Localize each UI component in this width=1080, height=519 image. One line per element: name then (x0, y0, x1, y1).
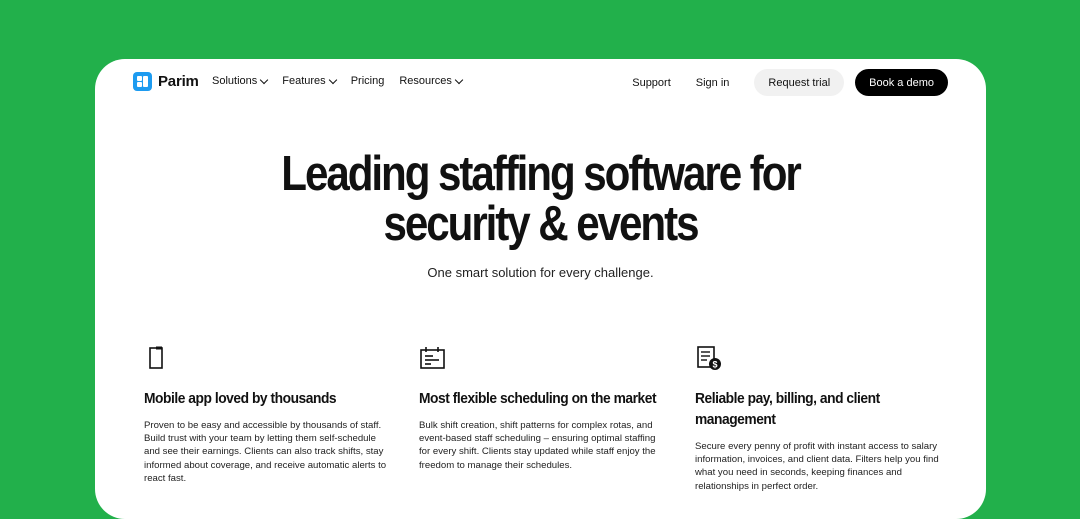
main-menu (212, 75, 462, 87)
logo-text: Parim (158, 73, 199, 90)
chevron-down-icon (455, 75, 463, 83)
feature-scheduling (419, 345, 667, 472)
hero-subtitle: One smart solution for every challenge. (427, 265, 654, 280)
feature-title (695, 388, 923, 430)
calendar-schedule-icon (419, 345, 447, 371)
hero-title-line-1: Leading staffing software for (281, 147, 800, 201)
invoice-dollar-icon (695, 345, 723, 371)
feature-title-line-1: Reliable pay, billing, and client (695, 390, 880, 407)
nav-features[interactable] (282, 75, 335, 87)
nav-features-label: Features (282, 75, 326, 87)
feature-title-line-2: management (695, 411, 776, 428)
nav-solutions[interactable] (212, 75, 267, 87)
header-actions (632, 69, 948, 96)
page-card (95, 59, 986, 519)
nav-pricing[interactable] (351, 75, 385, 87)
nav-solutions-label: Solutions (212, 75, 258, 87)
feature-pay-billing (695, 345, 943, 493)
sign-in-link[interactable]: Sign in (695, 76, 730, 89)
feature-description: Bulk shift creation, shift patterns for complex rotas, and event-based staff scheduling – ensuring optimal staffing for every shift. Clients stay updated while staff enjoy the freedom to manage their schedules. (419, 420, 656, 471)
feature-title: Most flexible scheduling on the market (419, 390, 657, 407)
feature-description: Secure every penny of profit with instant access to salary information, invoices, and client data. Filters help you find what you need in seconds, keeping finances and relationships in perfect order. (695, 441, 939, 492)
request-trial-button[interactable]: Request trial (754, 69, 844, 96)
feature-mobile-app (144, 345, 392, 485)
parim-logo-icon (133, 72, 152, 91)
hero-title (157, 149, 923, 249)
top-navigation (95, 59, 986, 105)
book-demo-button[interactable]: Book a demo (855, 69, 948, 96)
mobile-phone-icon (144, 345, 166, 371)
nav-pricing-label: Pricing (350, 75, 385, 87)
hero-title-line-2: security & events (383, 197, 698, 251)
support-link[interactable]: Support (632, 76, 671, 89)
svg-text:$: $ (712, 359, 718, 370)
feature-title: Mobile app loved by thousands (144, 390, 337, 407)
nav-resources-label: Resources (399, 75, 452, 87)
chevron-down-icon (260, 75, 268, 83)
logo[interactable] (133, 72, 199, 91)
feature-description: Proven to be easy and accessible by thousands of staff. Build trust with your team by letting them self-schedule and see their earnings. Clients can also track shifts, stay informed about coverage, and receive automatic alerts to react fast. (144, 420, 387, 484)
nav-resources[interactable] (399, 75, 462, 87)
chevron-down-icon (328, 75, 336, 83)
